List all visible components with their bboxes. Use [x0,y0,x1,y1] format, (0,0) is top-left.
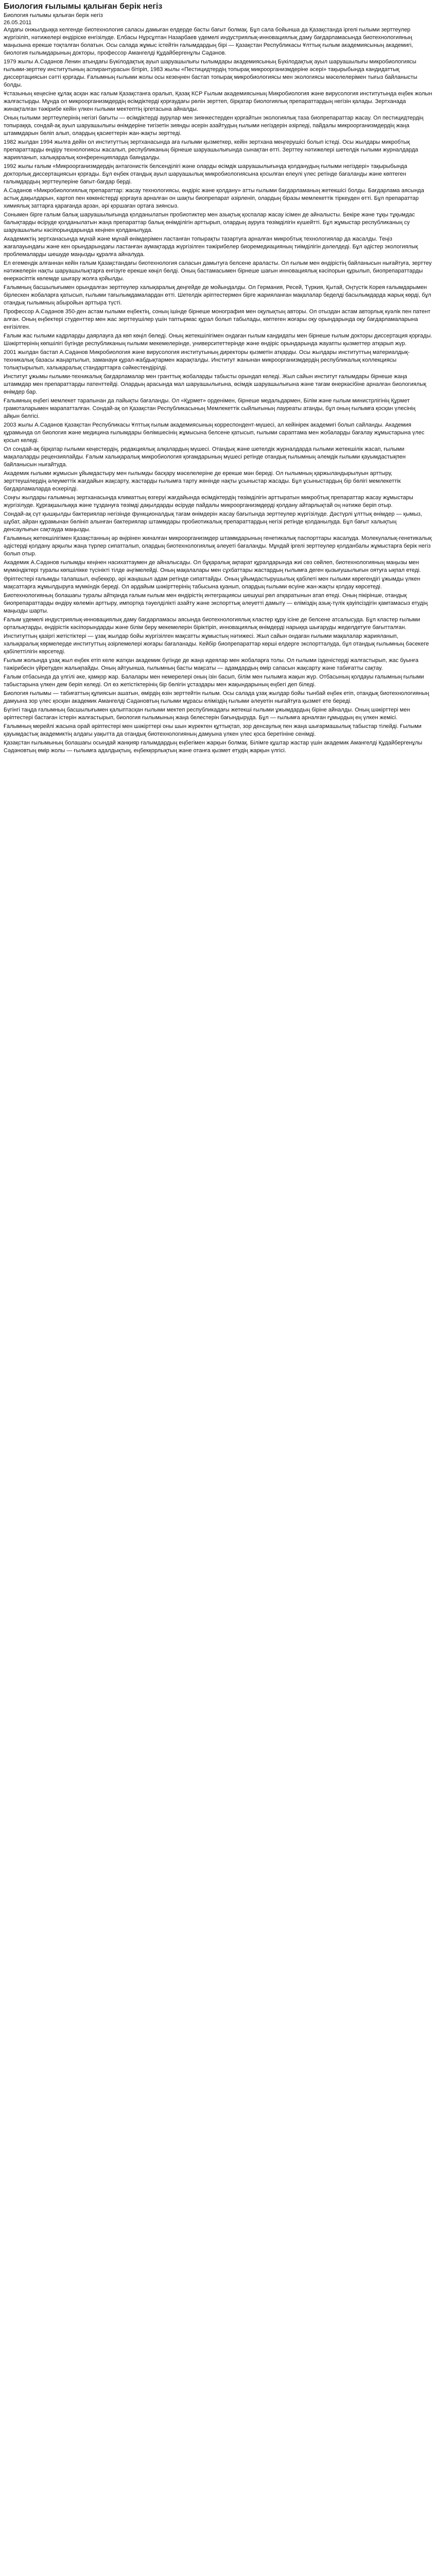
article-paragraph: Ғалым жас ғылыми кадрларды даярлауға да көп көңіл бөледі. Оның жетекшілігімен ондаған ғылым кандидаты мен бірнеше ғылым докторы диссертация қорғады. Шәкірттерінің көпшілігі бүгінде республиканың ғылыми мекемелерінде, университеттерінде және өндіріс орындарында жауапты қызметтер атқарып жүр. [4,333,432,347]
article-paragraph: Ғалымның жетекшілігімен Қазақстанның әр өңірінен жиналған микроорганизмдер штаммдарының генетикалық паспорттары жасалуда. Молекулалық-генетикалық әдістерді қолдану арқылы жаңа түрлер сипатталып, олардың биотехнологиялық әлеуеті бағаланды. Мұндай іргелі зерттеулер қолданбалы жұмыстарға берік негіз болып отыр. [4,535,432,557]
article-paragraph: Алдағы онжылдыққа келгенде биотехнология саласы дамыған елдерде басты бағыт болмақ. Бұл сала бойынша да Қазақстанда іргелі ғылыми зерттеулер жүргізіліп, нәтижелері өндіріске енгізілуде. Елбасы Нұрсұлтан Назарбаев үдемелі индустриялық-инновациялық даму бағдарламасында биотехнологияның маңызына ерекше тоқталған болатын. Осы салада жұмыс істейтін ғалымдардың бірі — Қазақстан Республикасы Ұлттық ғылым академиясының академигі, биология ғылымдарының докторы, профессор Амангелді Құдайбергенұлы Сәдәнов. [4,27,413,56]
article-paragraph: Биотехнологияның болашағы туралы айтқанда ғалым ғылым мен өндірістің интеграциясы шешуші рөл атқаратынын атап өтеді. Оның пікірінше, отандық биопрепараттарды өндіру көлемін арттыру, импортқа тәуелділікті азайту және экспорттық әлеуетті дамыту — еліміздің азық-түлік қауіпсіздігін қамтамасыз етудің маңызды шарты. [4,592,428,614]
article-paragraph: Институт ұжымы ғылыми-техникалық бағдарламалар мен гранттық жобаларды табысты орындап келеді. Жыл сайын институт ғалымдары бірнеше жаңа штаммдар мен препараттарды патенттейді. Олардың арасында мал шаруашылығына, өсімдік шаруашылығына және тағам өнеркәсібіне арналған биологиялық өнімдер бар. [4,374,426,395]
article-subtitle: Биология ғылымы қалыған берік негіз [4,12,103,19]
article-paragraph: Биология ғылымы — табиғаттың құпиясын ашатын, өмірдің өзін зерттейтін ғылым. Осы салада ұзақ жылдар бойы тынбай еңбек етіп, отандық биотехнологияның дамуына зор үлес қосқан академик Амангелді Сәдәновтың ғылыми мұрасы еліміздің ғылыми әлеуетін нығайтуға қызмет ете береді. [4,690,429,704]
article-paragraph: Соңғы жылдары ғалымның зертханасында климаттың өзгеруі жағдайында өсімдіктердің төзімділігін арттыратын микробтық препараттар жасау жұмыстары жүргізілуде. Құрғақшылыққа және тұздануға төзімді дақылдарды өсіруде пайдалы микроорганизмдерді қолдану айтарлықтай оң нәтиже беріп отыр. [4,495,413,509]
article-paragraph: Сонымен бірге ғалым балық шаруашылығында қолданылатын пробиотиктер мен азықтық қоспалар жасау ісімен де айналысты. Бекіре және тұқы тұқымдас балықтарды өсіруде қолданылатын жаңа препараттар балық өнімділігін арттырып, олардың ауруға төзімділігін күшейтті. Бұл жұмыстар республиканың су шаруашылығы кәсіпорындарында кеңінен қолданылуда. [4,212,415,233]
article-paragraph: А.Сәдәнов «Микробиологиялық препараттар: жасау технологиясы, өндіріс және қолдану» атты ғылыми бағдарламаның жетекшісі болды. Бағдарлама аясында астық дақылдарын, картоп пен көкөністерді қорғауға арналған он шақты биопрепарат әзірленіп, олардың біразы мемлекеттік тіркеуден өтті. Бұл препараттар химиялық заттарға қарағанда арзан, әрі қоршаған ортаға зиянсыз. [4,188,424,209]
article-paragraph: Ол сондай-ақ бірқатар ғылыми кеңестердің, редакциялық алқалардың мүшесі. Отандық және шетелдік журналдарда ғылыми жетекшілік жасап, ғылыми мақалаларды рецензиялайды. Ғалым халықаралық микробиология қоғамдарының мүшесі ретінде отандық ғылымның әлемдік ғылыми қауымдастықпен байланысын нығайтуда. [4,446,406,468]
article-paragraph: Ғалымның мерейлі жасына орай әріптестері мен шәкірттері оны шын жүректен құттықтап, зор денсаулық пен жаңа шығармашылық табыстар тілейді. Ғылыми қауымдастық академиктің алдағы уақытта да отандық биотехнологияның дамуына үлкен үлес қоса беретініне сенімді. [4,723,422,737]
article-paragraph: 1992 жылы ғалым «Микроорганизмдердің антагонистік белсенділігі және оларды өсімдік шаруашылығында қолданудың ғылыми негіздері» тақырыбында докторлық диссертациясын қорғады. Бұл еңбек отандық ауыл шаруашылық микробиологиясына қосылған елеулі үлес ретінде бағаланды және көптеген ғалымдардың зерттеулеріне бағыт-бағдар берді. [4,163,407,185]
article-paragraph: 1982 жылдан 1994 жылға дейін ол институттың зертханасында аға ғылыми қызметкер, кейін зертхана меңгерушісі болып істеді. Осы жылдары микробтық препараттарды өндіру технологиясы жасалып, республиканың бірнеше шаруашылығында сынақтан өтті. Зерттеу нәтижелері шетелдік ғылыми журналдарда жарияланып, халықаралық конференцияларда баяндалды. [4,139,418,161]
article-paragraph: Академиктің зертханасында мұнай және мұнай өнімдерімен ластанған топырақты тазартуға арналған микробтық технологиялар да жасалды. Теңіз жағалауындағы және кен орындарындағы ластанған аумақтарда жүргізілген тәжірибелер биоремедиацияның тиімділігін дәлелдеді. Бұл әдістер экологиялық проблемаларды шешуде маңызды құралға айналуда. [4,236,418,258]
article-body [4,26,432,755]
article-paragraph: Сондай-ақ сүт қышқылды бактериялар негізінде функционалдық тағам өнімдерін жасау бағытында зерттеулер жүргізілуде. Дәстүрлі ұлттық өнімдер — қымыз, шұбат, айран құрамынан бөлініп алынған бактериялар штаммдары пробиотикалық препараттардың негізі ретінде қолданылуда. Бұл бағыт халықтың денсаулығын сақтауда маңызды. [4,511,422,533]
article-paragraph: Қазақстан ғылымының болашағы осындай жанқияр ғалымдардың еңбегімен жарқын болмақ. Білімге құштар жастар үшін академик Амангелді Құдайбергенұлы Сәдәновтың өмір жолы — ғылымға адалдықтың, еңбекқорлықтың және отанға қызмет етудің жарқын үлгісі. [4,740,423,754]
article-paragraph: Оның ғылыми зерттеулерінің негізгі бағыты — өсімдіктерді аурулар мен зиянкестерден қорғайтын экологиялық таза биопрепараттар жасау. Ол пестицидтердің топыраққа, сондай-ақ ауыл шаруашылығы өнімдеріне тигізетін зиянды әсерін азайтудың ғылыми негіздерін әзірледі, пайдалы микроорганизмдердің жаңа штаммдарын бөліп алып, олардың қасиеттерін жан-жақты зерттеді. [4,115,424,137]
article-paragraph: Институттың қазіргі жетістіктері — ұзақ жылдар бойы жүргізілген мақсатты жұмыстың нәтижесі. Жыл сайын ондаған ғылыми мақалалар жарияланып, халықаралық көрмелерде институттың әзірлемелері жоғары бағаланады. Кейбір биопрепараттар көрші елдерге экспортталуда, бұл отандық ғылымның бәсекеге қабілеттілігін көрсетеді. [4,633,429,655]
article-paragraph: Ғалымның еңбегі мемлекет тарапынан да лайықты бағаланды. Ол «Құрмет» орденімен, бірнеше медальдармен, Білім және ғылым министрлігінің Құрмет грамоталарымен марапатталған. Сондай-ақ ол Қазақстан Республикасының Мемлекеттік сыйлығының лауреаты атанды, бұл оның ғылымға қосқан үлесінің айқын белгісі. [4,398,415,419]
article-paragraph: Ғалымның басшылығымен орындалған зерттеулер халықаралық деңгейде де мойындалды. Ол Германия, Ресей, Түркия, Қытай, Оңтүстік Корея ғалымдарымен бірлескен жобаларға қатысып, ғылыми тағылымдамалардан өтті. Шетелдік әріптестермен бірге жарияланған мақалалар беделді басылымдарда жарық көрді, бұл отандық ғылымның абыройын арттыра түсті. [4,284,431,306]
article-paragraph: Ұстазының кеңесіне құлақ асқан жас ғалым Қазақстанға оралып, Қазақ КСР Ғылым академиясының Микробиология және вирусология институтында еңбек жолын жалғастырды. Мұнда ол микроорганизмдердің өсімдіктерді қорғаудағы рөлін зерттеп, бірқатар биологиялық препараттардың негізін қалады. Зертханада жинақталған тәжірибе кейін үлкен ғылыми мектептің іргетасына айналды. [4,91,432,112]
article-date: 26.05.2011 [4,20,32,26]
article-paragraph: Ғалым үдемелі индустриялық-инновациялық даму бағдарламасы аясында биотехнологиялық кластер құру ісіне де белсене атсалысуда. Бұл кластер ғылыми орталықтарды, өндірістік кәсіпорындарды және білім беру мекемелерін біріктіріп, инновациялық өнімдерді нарыққа шығаруды жеделдетуге бағытталған. [4,617,421,631]
article-paragraph: Ғылым жолында ұзақ жыл еңбек етіп келе жатқан академик бүгінде де жаңа идеялар мен жобаларға толы. Ол ғылыми ізденістерді жалғастырып, жас буынға тәжірибесін үйретуден жалықпайды. Оның айтуынша, ғылымның басты мақсаты — адамдардың өмір сапасын жақсарту және табиғатты сақтау. [4,657,418,671]
article-paragraph: 2001 жылдан бастап А.Сәдәнов Микробиология және вирусология институтының директоры қызметін атқарды. Осы жылдары институттың материалдық-техникалық базасы жаңартылып, заманауи құрал-жабдықтармен жарақталды. Институт жанынан микроорганизмдердің республикалық коллекциясы толықтырылып, халықаралық стандарттарға сәйкестендірілді. [4,349,410,371]
article-paragraph: Ел егемендік алғаннан кейін ғалым Қазақстандағы биотехнология саласын дамытуға белсене араласты. Ол ғылым мен өндірістің байланысын нығайтуға, зерттеу нәтижелерін нақты шаруашылықтарға енгізуге ерекше көңіл бөлді. Оның бастамасымен бірнеше шағын инновациялық кәсіпорын құрылып, биопрепараттарды өнеркәсіптік көлемде шығару жолға қойылды. [4,260,432,282]
article-title: Биология ғылымы қалыған берік негіз [4,2,163,11]
article-paragraph: 2003 жылы А.Сәдәнов Қазақстан Республикасы Ұлттық ғылым академиясының корреспондент-мүшесі, ал кейінірек академигі болып сайланды. Академия құрамында ол биология және медицина ғылымдары бөлімшесінің жұмысына белсене қатысып, ғылыми сараптама мен жобаларды бағалау жұмыстарына үлес қосып келеді. [4,422,425,444]
article-paragraph: Академик ғылыми жұмысын ұйымдастыру мен ғылымды басқару мәселелеріне де ерекше мән береді. Ол ғылымның қаржыландырылуын арттыру, зерттеушілердің әлеуметтік жағдайын жақсарту, жастарды ғылымға тарту жөнінде нақты ұсыныстар жасады. Бұл ұсыныстардың бір бөлігі мемлекеттік бағдарламаларда ескерілді. [4,470,401,492]
article [0,2,436,755]
article-paragraph: Ғалым отбасында да үлгілі әке, қамқор жар. Балалары мен немерелері оның ізін басып, білім мен ғылымға жақын жүр. Отбасының қолдауы ғалымның ғылыми табыстарына үлкен дем беріп келеді. Ол өз жетістіктерінің бір бөлігін ұстаздары мен жақындарының еңбегі деп біледі. [4,674,424,688]
article-paragraph: Бүгінгі таңда ғалымның басшылығымен қалыптасқан ғылыми мектеп республикадағы жетекші ғылыми ұжымдардың біріне айналды. Оның шәкірттері мен әріптестері бастаған істерін жалғастырып, биология ғылымының жаңа белестерін бағындыруда. Бұл — ғылымға арналған ғұмырдың ең үлкен жемісі. [4,707,410,721]
article-paragraph: Әріптестері ғалымды талапшыл, еңбекқор, әрі жаңашыл адам ретінде сипаттайды. Оның ұйымдастырушылық қабілеті мен ғылыми көрегендігі ұжымды үлкен мақсаттарға жұмылдыруға мүмкіндік береді. Ол әрдайым шәкірттерінің табысына қуанып, олардың ғылыми өсуіне жан-жақты қолдау көрсетеді. [4,576,421,590]
article-paragraph: 1979 жылы А.Сәдәнов Ленин атындағы Бүкілодақтық ауыл шаруашылығы ғылымдары академиясының Бүкілодақтық ауыл шаруашылығы микробиологиясы ғылыми-зерттеу институтының аспирантурасын бітіріп, 1983 жылы «Пестицидтердің топырақ микроорганизмдеріне әсері» тақырыбында кандидаттық диссертациясын сәтті қорғады. Ғалымның ғылыми жолы осы кезеңнен бастап топырақ микробиологиясы мен экологиясы мәселелерімен тығыз байланысты болды. [4,59,417,88]
article-paragraph: Академик А.Сәдәнов ғылымды кеңінен насихаттаумен де айналысады. Ол бұқаралық ақпарат құралдарында жиі сөз сөйлеп, биотехнологияның маңызы мен мүмкіндіктері туралы көпшілікке түсінікті тілде әңгімелейді. Оның мақалалары мен сұхбаттары жастардың ғылымға деген қызығушылығын оятуға ықпал етеді. [4,560,421,573]
article-paragraph: Профессор А.Сәдәнов 350-ден астам ғылыми еңбектің, соның ішінде бірнеше монография мен оқулықтың авторы. Ол отыздан астам авторлық куәлік пен патент алған. Оның еңбектері студенттер мен жас зерттеушілер үшін таптырмас құрал болып табылады, көптеген жоғары оқу орындарында оқу бағдарламаларына енгізілген. [4,309,431,330]
